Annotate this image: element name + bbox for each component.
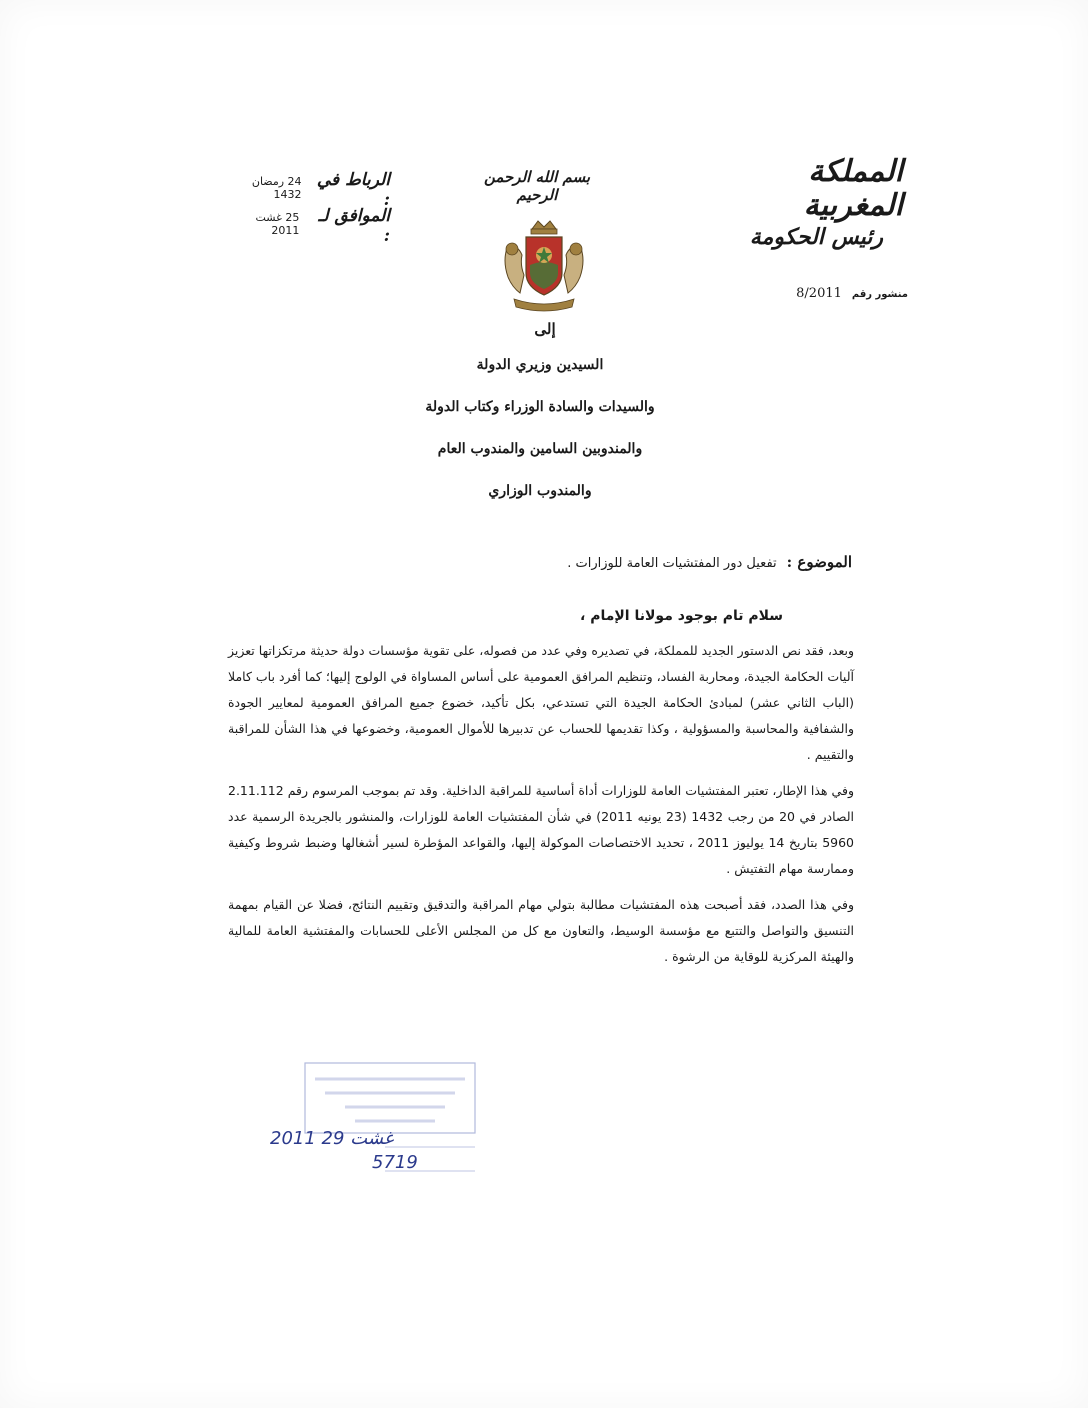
recipient-line: والمندوبين السامين والمندوب العام [437, 441, 643, 457]
circular-label: منشور رقم [851, 289, 908, 300]
stamp-date: 2011 غشت 29 [270, 1128, 394, 1149]
letterhead [743, 155, 903, 251]
recipients-to: إلى [534, 320, 556, 338]
gregorian-date-row [225, 206, 390, 246]
place-date-row [225, 170, 390, 210]
body-paragraph: وبعد، فقد نص الدستور الجديد للمملكة، في تصديره وفي عدد من فصوله، على تقوية مؤسسات دولة حديثة مرتكزاتها تعزيز آليات الحكامة الجيدة، ومحاربة الفساد، وتنظيم المرافق العمومية على أساس المساواة في الولوج إليها؛ كما أفرد باب كاملا (الباب الثاني عشر) لمبادئ الحكامة الجيدة التي تستدعي، بكل تأكيد، خضوع جميع المرافق العمومية لمعايير الجودة والشفافية والمحاسبة والمسؤولية ، وكذا تقديمها للحساب عن تدبيرها للأموال العمومية، وخضوعها في هذا الشأن للمراقبة والتقييم . [228, 643, 854, 762]
body-paragraph: وفي هذا الإطار، تعتبر المفتشيات العامة للوزارات أداة أساسية للمراقبة الداخلية. وقد تم بموجب المرسوم رقم 2.11.112 الصادر في 20 من رجب 1432 (23 يونيه 2011) في شأن المفتشيات العامة للوزارات، والمنشور بالجريدة الرسمية عدد 5960 بتاريخ 14 يوليوز 2011 ، تحديد الاختصاصات الموكولة إليها، والقواعد المؤطرة لسير أشغالها وضبط شروط وكيفية وممارسة مهام التفتيش . [228, 783, 855, 876]
gregorian-date: 25 غشت 2011 [255, 211, 300, 237]
stamp-reference: 5719 [372, 1152, 418, 1173]
subject-label: الموضوع : [786, 553, 852, 571]
kingdom-title: المملكة المغربية [803, 154, 903, 223]
date-block [225, 170, 390, 246]
greeting: سلام تام بوجود مولانا الإمام ، [580, 608, 783, 624]
body-paragraph: وفي هذا الصدد، فقد أصبحت هذه المفتشيات مطالبة بتولي مهام المراقبة والتدقيق وتقييم النتائج، فضلا عن القيام بمهمة التنسيق والتواصل والتتبع مع مؤسسة الوسيط، والتعاون مع كل من المجلس الأعلى للحسابات والمفتشية العامة للمالية والهيئة المركزية للوقاية من الرشوة . [228, 897, 854, 964]
letter-body [228, 638, 854, 980]
place-label: الرباط في : [316, 170, 390, 210]
coat-of-arms-icon [498, 215, 590, 315]
circular-value: 8/2011 [796, 286, 842, 301]
recipient-line: والسيدات والسادة الوزراء وكتاب الدولة [425, 399, 655, 415]
corresponding-label: الموافق لـ : [318, 206, 390, 246]
subject-text: تفعيل دور المفتشيات العامة للوزارات . [567, 556, 777, 571]
circular-number [796, 286, 908, 301]
recipient-line: السيدين وزيري الدولة [476, 357, 604, 373]
recipient-line: والمندوب الوزاري [488, 483, 592, 499]
basmala: بسم الله الرحمن الرحيم [483, 168, 591, 204]
hijri-date: 24 رمضان 1432 [251, 175, 302, 201]
office-title: رئيس الحكومة [749, 224, 883, 250]
recipients-block [300, 320, 780, 522]
subject-line [567, 553, 852, 571]
